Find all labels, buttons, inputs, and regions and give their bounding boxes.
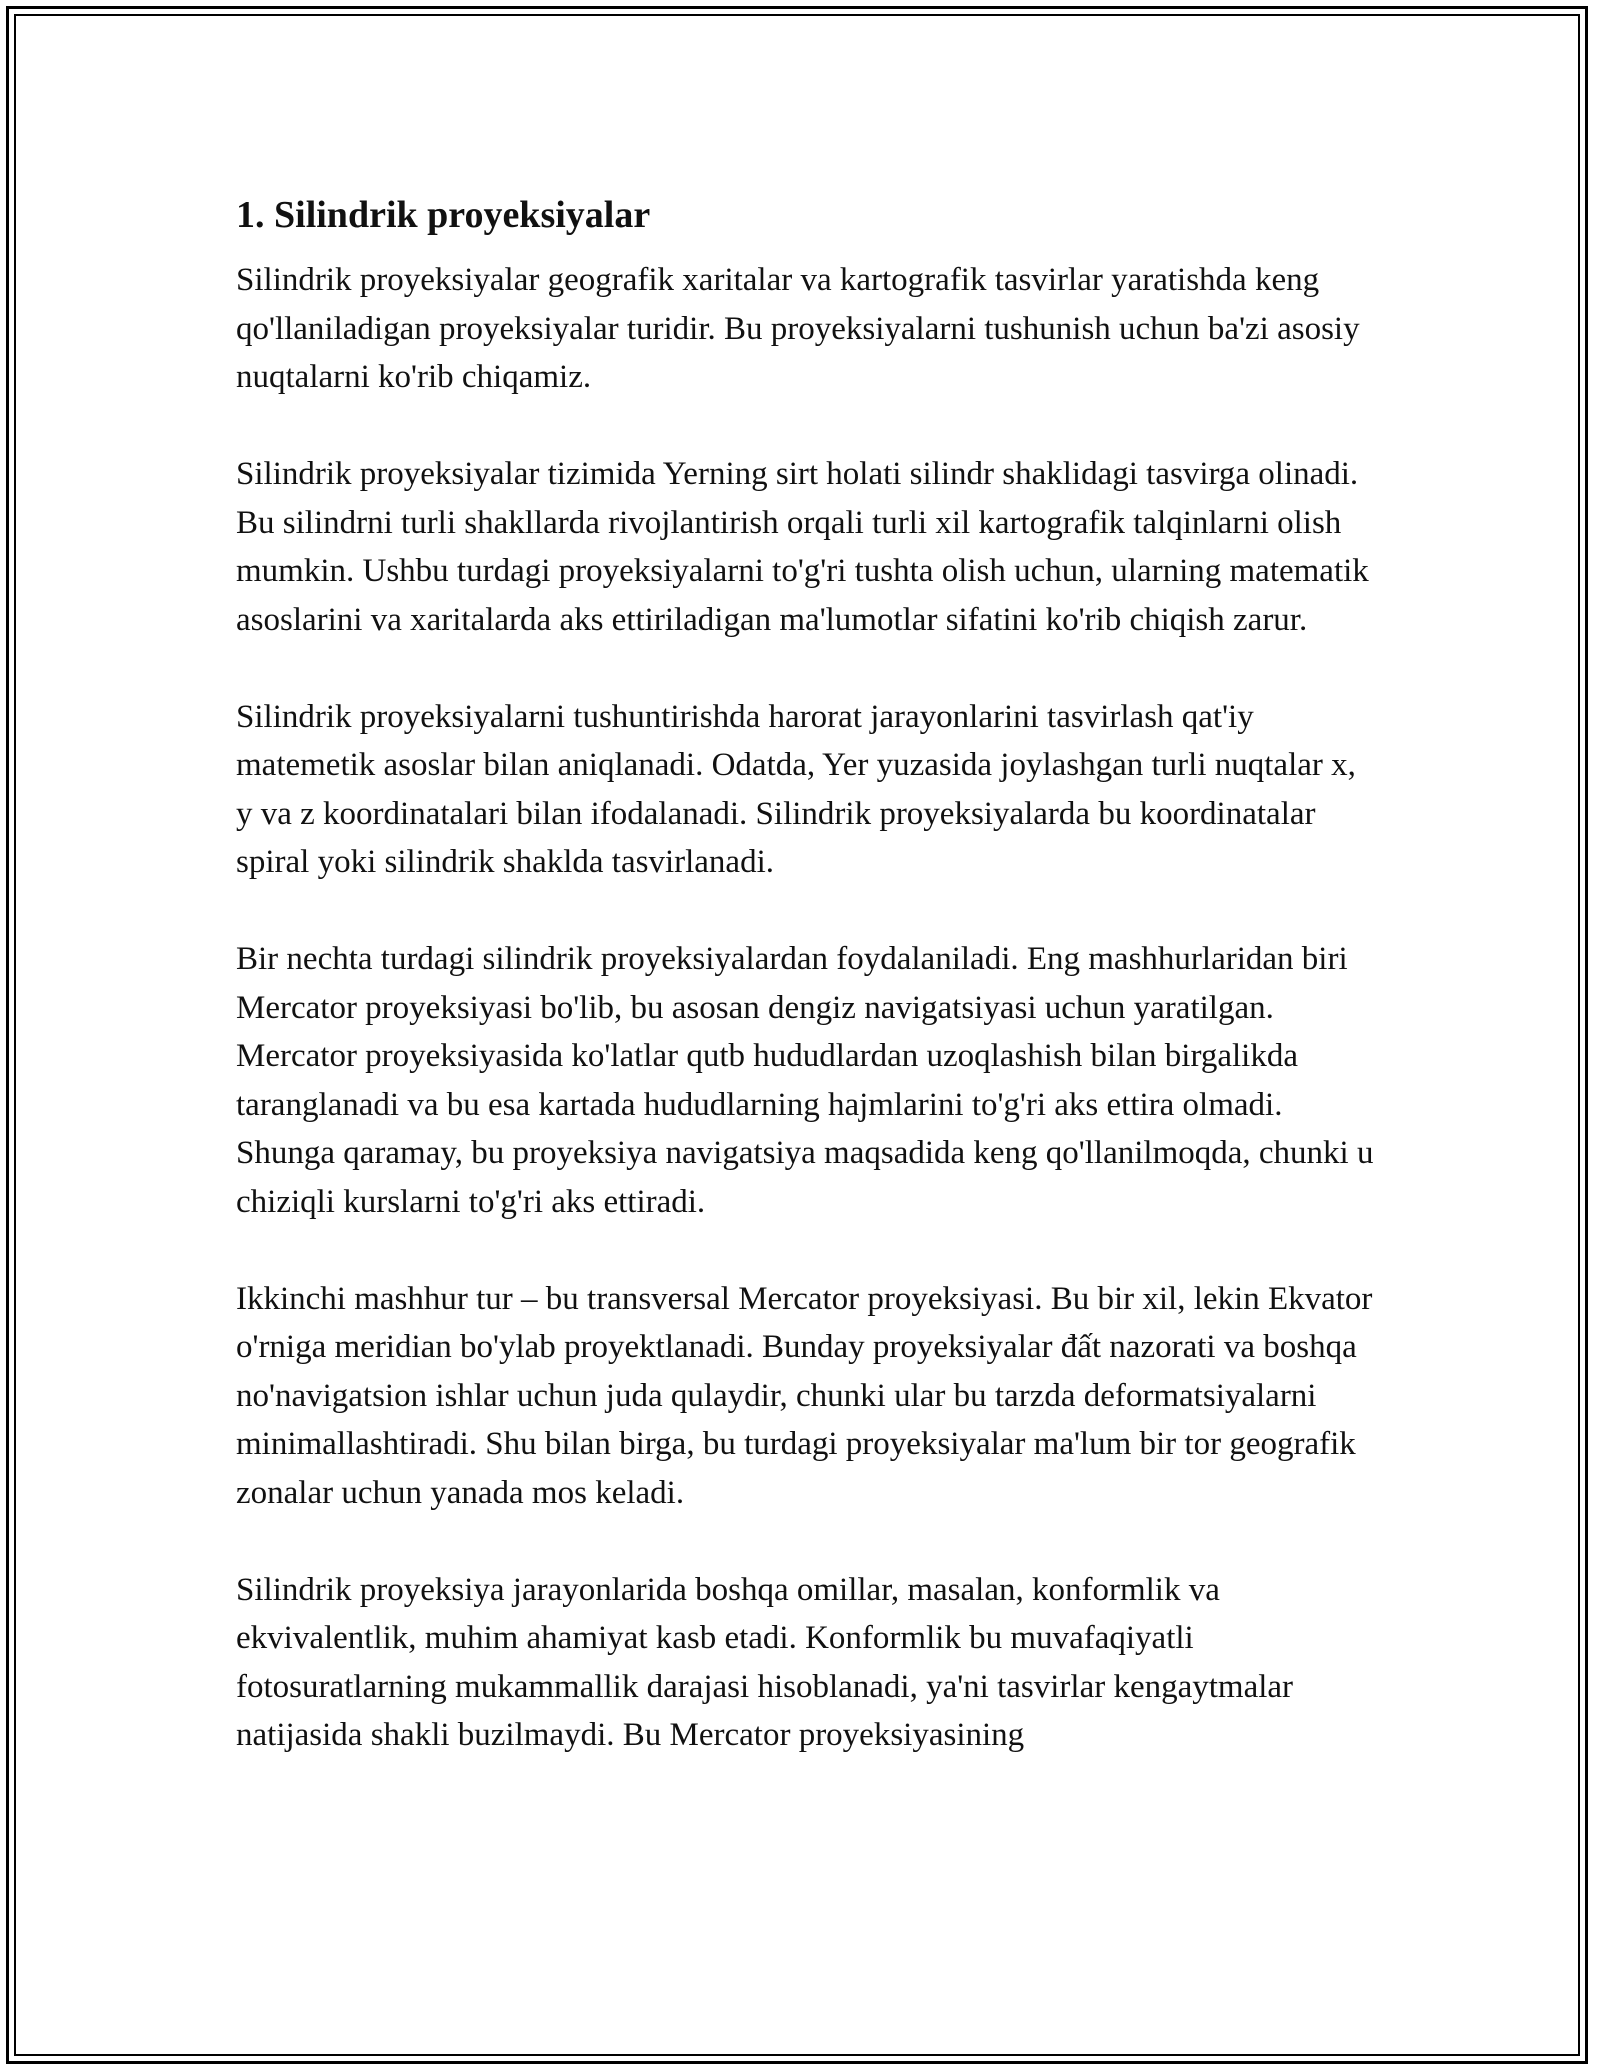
paragraph-2: Silindrik proyeksiyalar tizimida Yerning sirt holati silindr shaklidagi tasvirga olinadi. Bu silindrni turli shakllarda rivojlantirish orqali turli xil kartografik talqinlarni olish mumkin. Ushbu turdagi proyeksiyalarni to'g'ri tushta olish uchun, ularning matematik asoslarini va xaritalarda aks ettiriladigan ma'lumotlar sifatini ko'rib chiqish zarur. [236, 456, 1369, 638]
paragraph-1: Silindrik proyeksiyalar geografik xaritalar va kartografik tasvirlar yaratishda keng qo'llaniladigan proyeksiyalar turidir. Bu proyeksiyalarni tushunish uchun ba'zi asosiy nuqtalarni ko'rib chiqamiz. [236, 262, 1360, 395]
paragraph-6: Silindrik proyeksiya jarayonlarida boshqa omillar, masalan, konformlik va ekvivalentlik, muhim ahamiyat kasb etadi. Konformlik bu muvafaqiyatli fotosuratlarning mukammallik darajasi hisoblanadi, ya'ni tasvirlar kengaytmalar natijasida shakli buzilmaydi. Bu Mercator proyeksiyasining [236, 1571, 1294, 1753]
document-body [236, 188, 1376, 1808]
paragraph-4: Bir nechta turdagi silindrik proyeksiyalardan foydalaniladi. Eng mashhurlaridan biri Mercator proyeksiyasi bo'lib, bu asosan dengiz navigatsiyasi uchun yaratilgan. Mercator proyeksiyasida ko'latlar qutb hududlardan uzoqlashish bilan birgalikda taranglanadi va bu esa kartada hududlarning hajmlarini to'g'ri aks ettira olmadi. Shunga qaramay, bu proyeksiya navigatsiya maqsadida keng qo'llanilmoqda, chunki u chiziqli kurslarni to'g'ri aks ettiradi. [236, 941, 1374, 1220]
section-heading: 1. Silindrik proyeksiyalar [236, 194, 651, 236]
paragraph-5: Ikkinchi mashhur tur – bu transversal Mercator proyeksiyasi. Bu bir xil, lekin Ekvator o'rniga meridian bo'ylab proyektlanadi. Bunday proyeksiyalar đất nazorati va boshqa no'navigatsion ishlar uchun juda qulaydir, chunki ular bu tarzda deformatsiyalarni minimallashtiradi. Shu bilan birga, bu turdagi proyeksiyalar ma'lum bir tor geografik zonalar uchun yanada mos keladi. [236, 1280, 1373, 1511]
paragraph-3: Silindrik proyeksiyalarni tushuntirishda harorat jarayonlarini tasvirlash qat'iy matemetik asoslar bilan aniqlanadi. Odatda, Yer yuzasida joylashgan turli nuqtalar x, y va z koordinatalari bilan ifodalanadi. Silindrik proyeksiyalarda bu koordinatalar spiral yoki silindrik shaklda tasvirlanadi. [236, 698, 1356, 880]
